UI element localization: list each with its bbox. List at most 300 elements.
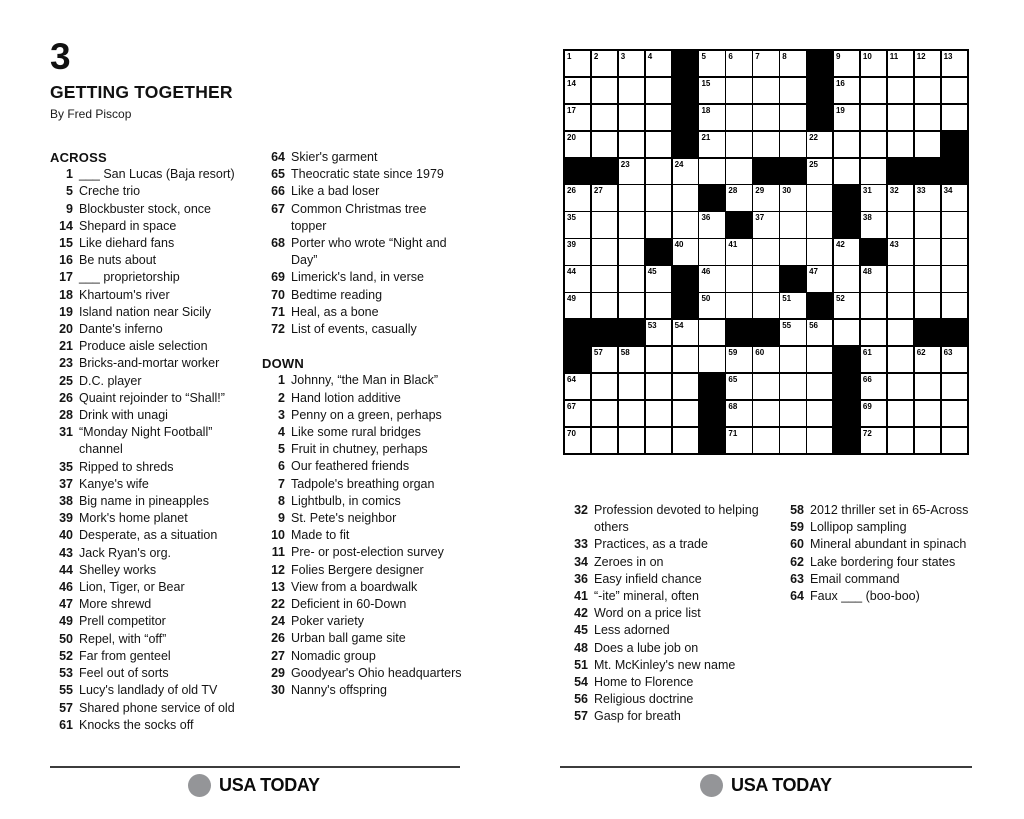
- grid-cell[interactable]: [888, 347, 913, 372]
- grid-cell[interactable]: [726, 374, 751, 399]
- grid-cell-black: [592, 159, 617, 184]
- grid-cell[interactable]: [861, 266, 886, 291]
- grid-cell[interactable]: [619, 347, 644, 372]
- cell-number: 23: [620, 159, 630, 169]
- grid-cell[interactable]: [861, 374, 886, 399]
- grid-cell[interactable]: [646, 428, 671, 453]
- grid-cell[interactable]: [780, 185, 805, 210]
- grid-cell[interactable]: [915, 105, 940, 130]
- grid-cell[interactable]: [646, 347, 671, 372]
- clue-text: Desperate, as a situation: [79, 528, 218, 543]
- grid-cell[interactable]: [753, 132, 778, 157]
- grid-cell[interactable]: [942, 105, 967, 130]
- grid-cell[interactable]: [726, 347, 751, 372]
- clue-text: Zeroes in on: [594, 554, 664, 569]
- grid-cell[interactable]: [753, 105, 778, 130]
- grid-cell[interactable]: [834, 105, 859, 130]
- grid-cell[interactable]: [619, 212, 644, 237]
- clue-text: D.C. player: [79, 373, 142, 388]
- grid-cell[interactable]: [780, 212, 805, 237]
- clue-number: 71: [271, 304, 285, 319]
- grid-cell[interactable]: [592, 428, 617, 453]
- clue-item: [50, 424, 256, 458]
- grid-cell[interactable]: [592, 374, 617, 399]
- grid-cell[interactable]: [915, 51, 940, 76]
- grid-cell[interactable]: [565, 374, 590, 399]
- grid-cell[interactable]: [780, 239, 805, 264]
- clue-number: 27: [271, 648, 285, 663]
- clue-text: Tadpole's breathing organ: [291, 476, 435, 491]
- clue-number: 30: [271, 683, 285, 698]
- grid-cell[interactable]: [888, 185, 913, 210]
- cell-number: 71: [728, 428, 738, 438]
- grid-cell[interactable]: [726, 51, 751, 76]
- grid-cell[interactable]: [888, 401, 913, 426]
- grid-cell-black: [807, 51, 832, 76]
- grid-cell[interactable]: [915, 239, 940, 264]
- grid-cell[interactable]: [780, 105, 805, 130]
- grid-cell-black: [807, 105, 832, 130]
- grid-cell[interactable]: [565, 212, 590, 237]
- grid-cell[interactable]: [861, 293, 886, 318]
- grid-cell[interactable]: [726, 266, 751, 291]
- grid-cell[interactable]: [942, 212, 967, 237]
- cell-number: 52: [835, 294, 845, 304]
- clue-number: 32: [574, 503, 588, 517]
- grid-cell[interactable]: [861, 347, 886, 372]
- grid-cell[interactable]: [780, 78, 805, 103]
- cell-number: 57: [593, 347, 603, 357]
- clue-number: 24: [271, 614, 285, 629]
- grid-cell[interactable]: [565, 51, 590, 76]
- grid-cell[interactable]: [699, 159, 724, 184]
- clue-text: Bricks-and-mortar worker: [79, 356, 220, 371]
- grid-cell[interactable]: [807, 401, 832, 426]
- clue-text: Deficient in 60-Down: [291, 597, 407, 612]
- grid-cell-black: [807, 293, 832, 318]
- grid-cell[interactable]: [834, 320, 859, 345]
- grid-cell[interactable]: [753, 212, 778, 237]
- grid-cell[interactable]: [915, 266, 940, 291]
- cell-number: 12: [916, 52, 926, 61]
- grid-cell[interactable]: [915, 185, 940, 210]
- grid-cell[interactable]: [619, 266, 644, 291]
- grid-cell[interactable]: [780, 374, 805, 399]
- grid-cell[interactable]: [888, 320, 913, 345]
- grid-cell[interactable]: [888, 132, 913, 157]
- grid-cell[interactable]: [942, 374, 967, 399]
- grid-cell[interactable]: [673, 428, 698, 453]
- clue-item: [50, 665, 256, 682]
- grid-cell[interactable]: [592, 401, 617, 426]
- grid-cell[interactable]: [699, 347, 724, 372]
- grid-cell[interactable]: [673, 239, 698, 264]
- clue-text: Shared phone service of old: [79, 700, 235, 715]
- clue-text: Feel out of sorts: [79, 666, 169, 681]
- cell-number: 46: [701, 267, 711, 277]
- clue-number: 19: [59, 304, 73, 319]
- grid-cell[interactable]: [807, 320, 832, 345]
- grid-cell-black: [834, 347, 859, 372]
- grid-cell[interactable]: [592, 293, 617, 318]
- grid-cell[interactable]: [699, 212, 724, 237]
- clue-item: [50, 562, 256, 579]
- clue-text: Religious doctrine: [594, 692, 694, 707]
- grid-cell[interactable]: [619, 293, 644, 318]
- grid-cell[interactable]: [807, 159, 832, 184]
- grid-cell[interactable]: [807, 266, 832, 291]
- clue-item: [50, 459, 256, 476]
- grid-cell[interactable]: [673, 320, 698, 345]
- grid-cell[interactable]: [646, 105, 671, 130]
- clue-item: [565, 605, 779, 622]
- grid-cell[interactable]: [726, 78, 751, 103]
- grid-cell[interactable]: [888, 374, 913, 399]
- clue-item: [262, 476, 463, 493]
- grid-cell-black: [780, 159, 805, 184]
- grid-cell[interactable]: [565, 401, 590, 426]
- grid-cell[interactable]: [861, 132, 886, 157]
- grid-cell[interactable]: [753, 266, 778, 291]
- grid-cell[interactable]: [942, 347, 967, 372]
- grid-cell[interactable]: [619, 132, 644, 157]
- grid-cell[interactable]: [753, 401, 778, 426]
- cell-number: 54: [674, 320, 684, 330]
- grid-cell[interactable]: [753, 78, 778, 103]
- cell-number: 20: [567, 132, 576, 142]
- grid-cell[interactable]: [726, 293, 751, 318]
- grid-cell[interactable]: [915, 132, 940, 157]
- clue-text: ___ proprietorship: [79, 270, 180, 285]
- grid-cell[interactable]: [834, 266, 859, 291]
- grid-cell[interactable]: [592, 51, 617, 76]
- clue-item: [262, 390, 463, 407]
- grid-cell[interactable]: [646, 374, 671, 399]
- cell-number: 48: [862, 267, 872, 277]
- clue-item: [50, 287, 256, 304]
- grid-cell[interactable]: [592, 239, 617, 264]
- grid-cell[interactable]: [861, 51, 886, 76]
- grid-cell[interactable]: [888, 266, 913, 291]
- clue-item: [262, 287, 463, 304]
- grid-cell[interactable]: [592, 347, 617, 372]
- grid-cell[interactable]: [565, 132, 590, 157]
- clue-number: 9: [66, 201, 73, 216]
- grid-cell-black: [915, 159, 940, 184]
- clue-number: 58: [790, 503, 804, 517]
- grid-cell[interactable]: [673, 374, 698, 399]
- clue-item: [50, 700, 256, 717]
- cell-number: 4: [647, 52, 653, 61]
- clue-item: [262, 613, 463, 630]
- grid-cell[interactable]: [673, 347, 698, 372]
- grid-cell[interactable]: [673, 159, 698, 184]
- grid-cell[interactable]: [942, 428, 967, 453]
- clue-text: Khartoum's river: [79, 287, 170, 302]
- grid-cell[interactable]: [780, 347, 805, 372]
- grid-cell[interactable]: [753, 185, 778, 210]
- grid-cell-black: [942, 320, 967, 345]
- grid-cell[interactable]: [888, 78, 913, 103]
- grid-cell[interactable]: [646, 212, 671, 237]
- grid-cell[interactable]: [699, 320, 724, 345]
- grid-cell[interactable]: [888, 239, 913, 264]
- grid-cell[interactable]: [619, 185, 644, 210]
- grid-cell[interactable]: [619, 239, 644, 264]
- grid-cell-black: [619, 320, 644, 345]
- grid-cell[interactable]: [753, 347, 778, 372]
- grid-cell-black: [699, 185, 724, 210]
- grid-cell[interactable]: [753, 239, 778, 264]
- grid-cell-black: [861, 239, 886, 264]
- grid-cell-black: [726, 212, 751, 237]
- grid-cell[interactable]: [861, 401, 886, 426]
- clue-text: Lion, Tiger, or Bear: [79, 580, 185, 595]
- grid-cell[interactable]: [807, 132, 832, 157]
- grid-cell[interactable]: [942, 293, 967, 318]
- grid-cell-black: [915, 320, 940, 345]
- grid-cell[interactable]: [646, 185, 671, 210]
- grid-cell[interactable]: [753, 374, 778, 399]
- grid-cell[interactable]: [726, 401, 751, 426]
- down-clues-part1: [262, 372, 463, 699]
- grid-cell[interactable]: [834, 51, 859, 76]
- grid-cell[interactable]: [780, 401, 805, 426]
- clue-text: Fruit in chutney, perhaps: [291, 442, 428, 457]
- grid-cell[interactable]: [888, 428, 913, 453]
- grid-cell[interactable]: [861, 159, 886, 184]
- clue-item: [565, 588, 779, 605]
- grid-cell[interactable]: [646, 293, 671, 318]
- grid-cell[interactable]: [942, 185, 967, 210]
- grid-cell[interactable]: [699, 105, 724, 130]
- grid-cell[interactable]: [619, 159, 644, 184]
- grid-cell[interactable]: [619, 401, 644, 426]
- cell-number: 49: [567, 294, 576, 304]
- grid-cell[interactable]: [942, 239, 967, 264]
- grid-cell[interactable]: [780, 428, 805, 453]
- clue-number: 57: [59, 700, 73, 715]
- grid-cell[interactable]: [726, 239, 751, 264]
- grid-cell[interactable]: [807, 374, 832, 399]
- clue-item: [262, 630, 463, 647]
- grid-cell[interactable]: [565, 78, 590, 103]
- clue-text: Home to Florence: [594, 675, 694, 690]
- grid-cell[interactable]: [726, 185, 751, 210]
- grid-cell[interactable]: [646, 78, 671, 103]
- usatoday-circle-icon: [188, 774, 211, 797]
- clue-number: 10: [271, 528, 285, 543]
- clue-number: 26: [271, 631, 285, 646]
- grid-cell[interactable]: [861, 428, 886, 453]
- grid-cell-black: [834, 374, 859, 399]
- cell-number: 28: [728, 186, 738, 196]
- grid-cell[interactable]: [592, 185, 617, 210]
- grid-cell[interactable]: [726, 159, 751, 184]
- grid-cell[interactable]: [807, 239, 832, 264]
- grid-cell[interactable]: [673, 401, 698, 426]
- clue-text: Pre- or post-election survey: [291, 545, 444, 560]
- grid-cell[interactable]: [726, 428, 751, 453]
- left-page-header: [50, 38, 233, 121]
- grid-cell[interactable]: [915, 78, 940, 103]
- clue-text: Be nuts about: [79, 253, 157, 268]
- grid-cell[interactable]: [834, 132, 859, 157]
- grid-cell[interactable]: [780, 51, 805, 76]
- grid-cell[interactable]: [888, 105, 913, 130]
- clue-text: Easy infield chance: [594, 571, 702, 586]
- cell-number: 11: [889, 52, 899, 61]
- grid-cell[interactable]: [565, 105, 590, 130]
- grid-cell[interactable]: [565, 185, 590, 210]
- grid-cell[interactable]: [834, 293, 859, 318]
- grid-cell[interactable]: [646, 132, 671, 157]
- clue-item: [262, 562, 463, 579]
- grid-cell[interactable]: [619, 51, 644, 76]
- clue-item: [50, 613, 256, 630]
- grid-cell[interactable]: [565, 293, 590, 318]
- grid-cell[interactable]: [565, 266, 590, 291]
- grid-cell[interactable]: [834, 78, 859, 103]
- clue-number: 48: [574, 640, 588, 655]
- across-clues-part1: [50, 166, 256, 734]
- clue-item: [50, 631, 256, 648]
- clue-item: [262, 596, 463, 613]
- grid-cell[interactable]: [565, 428, 590, 453]
- clue-number: 1: [66, 167, 73, 182]
- grid-cell[interactable]: [726, 105, 751, 130]
- across-clues-part2: [262, 149, 463, 338]
- clue-number: 25: [59, 373, 73, 388]
- puzzle-byline: By Fred Piscop: [50, 107, 132, 121]
- clue-item: [262, 149, 463, 166]
- grid-cell[interactable]: [942, 266, 967, 291]
- grid-cell-black: [753, 159, 778, 184]
- grid-cell[interactable]: [861, 185, 886, 210]
- grid-cell-black: [699, 374, 724, 399]
- grid-cell[interactable]: [915, 374, 940, 399]
- grid-cell[interactable]: [861, 105, 886, 130]
- clue-text: Nomadic group: [291, 648, 376, 663]
- grid-cell[interactable]: [780, 320, 805, 345]
- grid-cell[interactable]: [888, 212, 913, 237]
- clue-number: 28: [59, 408, 73, 423]
- grid-cell[interactable]: [726, 132, 751, 157]
- grid-cell[interactable]: [861, 212, 886, 237]
- grid-cell[interactable]: [915, 212, 940, 237]
- grid-cell[interactable]: [646, 51, 671, 76]
- grid-cell[interactable]: [592, 212, 617, 237]
- grid-cell-black: [780, 266, 805, 291]
- cell-number: 68: [728, 401, 738, 411]
- cell-number: 21: [701, 132, 711, 142]
- grid-cell[interactable]: [942, 51, 967, 76]
- clue-number: 53: [59, 666, 73, 681]
- grid-cell[interactable]: [699, 266, 724, 291]
- grid-cell[interactable]: [699, 51, 724, 76]
- grid-cell[interactable]: [646, 266, 671, 291]
- grid-cell[interactable]: [673, 185, 698, 210]
- grid-cell[interactable]: [780, 293, 805, 318]
- puzzle-number: 3: [50, 36, 71, 77]
- grid-cell[interactable]: [753, 293, 778, 318]
- grid-cell[interactable]: [619, 374, 644, 399]
- clue-text: Porter who wrote “Night and Day”: [291, 236, 447, 268]
- cell-number: 31: [862, 186, 872, 196]
- grid-cell[interactable]: [915, 293, 940, 318]
- grid-cell-black: [942, 159, 967, 184]
- grid-cell[interactable]: [915, 347, 940, 372]
- grid-cell[interactable]: [942, 401, 967, 426]
- clue-number: 39: [59, 511, 73, 526]
- grid-cell-black: [942, 132, 967, 157]
- cell-number: 7: [755, 52, 760, 61]
- clue-text: Blockbuster stock, once: [79, 201, 212, 216]
- grid-cell[interactable]: [646, 320, 671, 345]
- grid-cell[interactable]: [807, 347, 832, 372]
- clue-number: 46: [59, 580, 73, 595]
- cell-number: 17: [567, 105, 576, 115]
- cell-number: 62: [916, 347, 926, 357]
- grid-cell[interactable]: [834, 239, 859, 264]
- clue-number: 62: [790, 554, 804, 569]
- grid-cell[interactable]: [807, 428, 832, 453]
- clue-column-down-cont-2: [781, 502, 986, 605]
- grid-cell[interactable]: [699, 132, 724, 157]
- cell-number: 39: [567, 240, 576, 250]
- clue-number: 12: [271, 562, 285, 577]
- clue-item: [50, 183, 256, 200]
- grid-cell[interactable]: [753, 428, 778, 453]
- grid-cell[interactable]: [699, 78, 724, 103]
- grid-cell[interactable]: [592, 266, 617, 291]
- grid-cell[interactable]: [807, 185, 832, 210]
- grid-cell[interactable]: [699, 239, 724, 264]
- grid-cell[interactable]: [753, 51, 778, 76]
- clue-number: 49: [59, 614, 73, 629]
- grid-cell[interactable]: [780, 132, 805, 157]
- grid-cell[interactable]: [646, 159, 671, 184]
- grid-cell[interactable]: [807, 212, 832, 237]
- grid-cell[interactable]: [861, 320, 886, 345]
- brand-text: USA TODAY: [731, 775, 832, 795]
- grid-cell[interactable]: [592, 105, 617, 130]
- clue-item: [50, 510, 256, 527]
- grid-cell[interactable]: [888, 293, 913, 318]
- grid-cell[interactable]: [915, 401, 940, 426]
- clue-text: Lightbulb, in comics: [291, 493, 401, 508]
- grid-cell[interactable]: [592, 78, 617, 103]
- grid-cell[interactable]: [673, 212, 698, 237]
- grid-cell[interactable]: [646, 401, 671, 426]
- grid-cell[interactable]: [861, 78, 886, 103]
- clue-text: Goodyear's Ohio headquarters: [291, 665, 462, 680]
- grid-cell[interactable]: [565, 239, 590, 264]
- grid-cell[interactable]: [915, 428, 940, 453]
- grid-cell[interactable]: [699, 293, 724, 318]
- grid-cell[interactable]: [619, 78, 644, 103]
- grid-cell[interactable]: [942, 78, 967, 103]
- grid-cell[interactable]: [619, 428, 644, 453]
- grid-cell[interactable]: [888, 51, 913, 76]
- clue-item: [565, 674, 779, 691]
- grid-cell[interactable]: [619, 105, 644, 130]
- grid-cell[interactable]: [592, 132, 617, 157]
- clue-item: [50, 476, 256, 493]
- clue-text: Like a bad loser: [291, 184, 380, 199]
- grid-cell[interactable]: [834, 159, 859, 184]
- clue-text: Email command: [810, 571, 900, 586]
